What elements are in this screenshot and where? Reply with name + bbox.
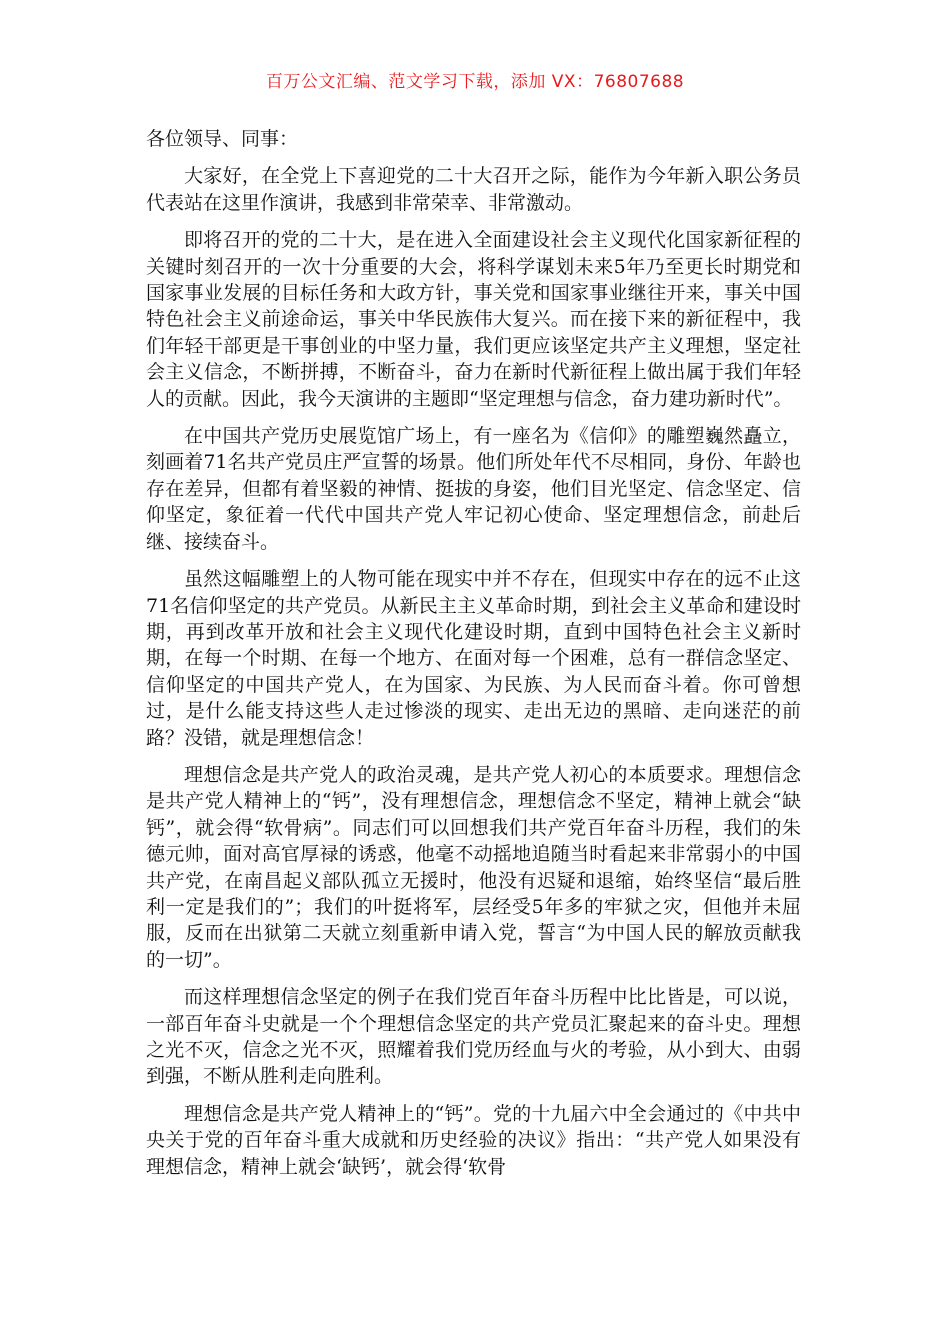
document-body <box>146 126 801 1191</box>
salutation: 各位领导、同事： <box>146 128 299 150</box>
paragraph-7: 理想信念是共产党人精神上的“钙”。党的十九届六中全会通过的《中共中央关于党的百年奋斗重大成就和历史经验的决议》指出：“共产党人如果没有理想信念，精神上就会‘缺钙’，就会得‘软骨 <box>146 1102 801 1178</box>
header-banner: 百万公文汇编、范文学习下载，添加 VX：76807688 <box>265 72 685 92</box>
paragraph-1: 大家好，在全党上下喜迎党的二十大召开之际，能作为今年新入职公务员代表站在这里作演讲，我感到非常荣幸、非常激动。 <box>146 165 801 214</box>
paragraph-5: 理想信念是共产党人的政治灵魂，是共产党人初心的本质要求。理想信念是共产党人精神上的“钙”，没有理想信念，理想信念不坚定，精神上就会“缺钙”，就会得“软骨病”。同志们可以回想我们共产党百年奋斗历程，我们的朱德元帅，面对高官厚禄的诱惑，他毫不动摇地追随当时看起来非常弱小的中国共产党，在南昌起义部队孤立无援时，他没有迟疑和退缩，始终坚信“最后胜利一定是我们的”；我们的叶挺将军，层经受5年多的牢狱之灾，但他并未屈服，反而在出狱第二天就立刻重新申请入党，誓言“为中国人民的解放贡献我的一切”。 <box>146 763 801 971</box>
paragraph-2: 即将召开的党的二十大，是在进入全面建设社会主义现代化国家新征程的关键时刻召开的一次十分重要的大会，将科学谋划未来5年乃至更长时期党和国家事业发展的目标任务和大政方针，事关党和国家事业继往开来，事关中国特色社会主义前途命运，事关中华民族伟大复兴。而在接下来的新征程中，我们年轻干部更是干事创业的中坚力量，我们更应该坚定共产主义理想，坚定社会主义信念，不断拼搏，不断奋斗，奋力在新时代新征程上做出属于我们年轻人的贡献。因此，我今天演讲的主题即“坚定理想与信念，奋力建功新时代”。 <box>146 229 801 410</box>
paragraph-4: 虽然这幅雕塑上的人物可能在现实中并不存在，但现实中存在的远不止这71名信仰坚定的共产党员。从新民主主义革命时期，到社会主义革命和建设时期，再到改革开放和社会主义现代化建设时期，直到中国特色社会主义新时期，在每一个时期、在每一个地方、在面对每一个困难，总有一群信念坚定、信仰坚定的中国共产党人，在为国家、为民族、为人民而奋斗着。你可曾想过，是什么能支持这些人走过惨淡的现实、走出无边的黑暗、走向迷茫的前路？没错，就是理想信念！ <box>146 568 801 749</box>
paragraph-6: 而这样理想信念坚定的例子在我们党百年奋斗历程中比比皆是，可以说，一部百年奋斗史就是一个个理想信念坚定的共产党员汇聚起来的奋斗史。理想之光不灭，信念之光不灭，照耀着我们党历经血与火的考验，从小到大、由弱到强，不断从胜利走向胜利。 <box>146 986 801 1088</box>
paragraph-3: 在中国共产党历史展览馆广场上，有一座名为《信仰》的雕塑巍然矗立，刻画着71名共产党员庄严宣誓的场景。他们所处年代不尽相同，身份、年龄也存在差异，但都有着坚毅的神情、挺拔的身姿，他们目光坚定、信念坚定、信仰坚定，象征着一代代中国共产党人牢记初心使命、坚定理想信念，前赴后继、接续奋斗。 <box>146 425 801 553</box>
